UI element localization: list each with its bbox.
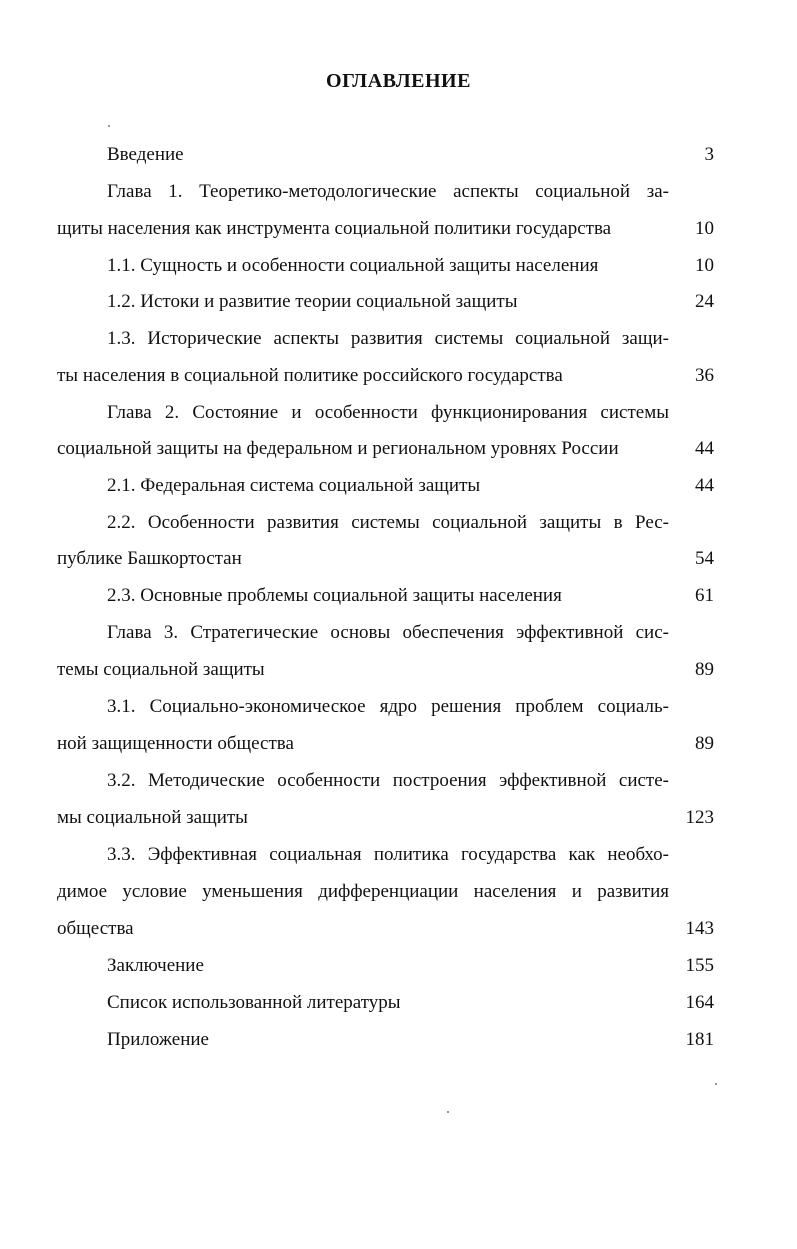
scan-speck (715, 1083, 717, 1085)
toc-entry-section-1-3-line-2: ты населения в социальной политике российского государства (57, 365, 563, 386)
toc-page-number: 164 (685, 992, 714, 1013)
toc-entry-appendix: Приложение (107, 1029, 209, 1050)
toc-entry-chapter-1-line-2: щиты населения как инструмента социальной политики государства (57, 218, 612, 239)
toc-entry-chapter-2-line-1: Глава 2. Состояние и особенности функционирования системы (107, 402, 669, 423)
toc-page-number: 10 (695, 218, 714, 239)
toc-entry-intro: Введение (107, 144, 184, 165)
toc-entry-section-2-2-line-2: публике Башкортостан (57, 548, 242, 569)
toc-page-number: 44 (695, 438, 714, 459)
scan-speck (108, 125, 110, 127)
scan-speck (447, 1111, 449, 1113)
toc-entry-section-3-1-line-2: ной защищенности общества (57, 733, 294, 754)
toc-page-number: 123 (685, 807, 714, 828)
toc-entry-section-3-3-line-1: 3.3. Эффективная социальная политика государства как необхо- (107, 844, 669, 865)
toc-entry-chapter-3-line-2: темы социальной защиты (57, 659, 265, 680)
toc-entry-section-3-2-line-2: мы социальной защиты (57, 807, 248, 828)
toc-page-number: 89 (695, 659, 714, 680)
toc-page-number: 3 (704, 144, 714, 165)
toc-page-number: 24 (695, 291, 714, 312)
toc-page-number: 89 (695, 733, 714, 754)
toc-entry-section-1-1: 1.1. Сущность и особенности социальной защиты населения (107, 255, 599, 276)
toc-page-number: 44 (695, 475, 714, 496)
toc-entry-section-2-2-line-1: 2.2. Особенности развития системы социальной защиты в Рес- (107, 512, 669, 533)
toc-entry-bibliography: Список использованной литературы (107, 992, 401, 1013)
toc-page-number: 54 (695, 548, 714, 569)
toc-entry-section-2-1: 2.1. Федеральная система социальной защиты (107, 475, 481, 496)
toc-page-number: 10 (695, 255, 714, 276)
toc-entry-section-1-3-line-1: 1.3. Исторические аспекты развития системы социальной защи- (107, 328, 669, 349)
toc-entry-chapter-2-line-2: социальной защиты на федеральном и региональном уровнях России (57, 438, 619, 459)
toc-entry-section-3-3-line-3: общества (57, 918, 134, 939)
toc-entry-chapter-1-line-1: Глава 1. Теоретико-методологические аспекты социальной за- (107, 181, 669, 202)
toc-page-number: 36 (695, 365, 714, 386)
toc-entry-section-3-2-line-1: 3.2. Методические особенности построения эффективной систе- (107, 770, 669, 791)
toc-entry-section-3-3-line-2: димое условие уменьшения дифференциации населения и развития (57, 881, 669, 902)
toc-title: ОГЛАВЛЕНИЕ (326, 70, 471, 92)
toc-page-number: 61 (695, 585, 714, 606)
toc-entry-section-3-1-line-1: 3.1. Социально-экономическое ядро решения проблем социаль- (107, 696, 669, 717)
toc-page-number: 181 (685, 1029, 714, 1050)
toc-page-number: 155 (685, 955, 714, 976)
toc-entry-chapter-3-line-1: Глава 3. Стратегические основы обеспечения эффективной сис- (107, 622, 669, 643)
toc-entry-section-1-2: 1.2. Истоки и развитие теории социальной защиты (107, 291, 518, 312)
toc-entry-conclusion: Заключение (107, 955, 204, 976)
toc-page-number: 143 (685, 918, 714, 939)
toc-entry-section-2-3: 2.3. Основные проблемы социальной защиты населения (107, 585, 562, 606)
